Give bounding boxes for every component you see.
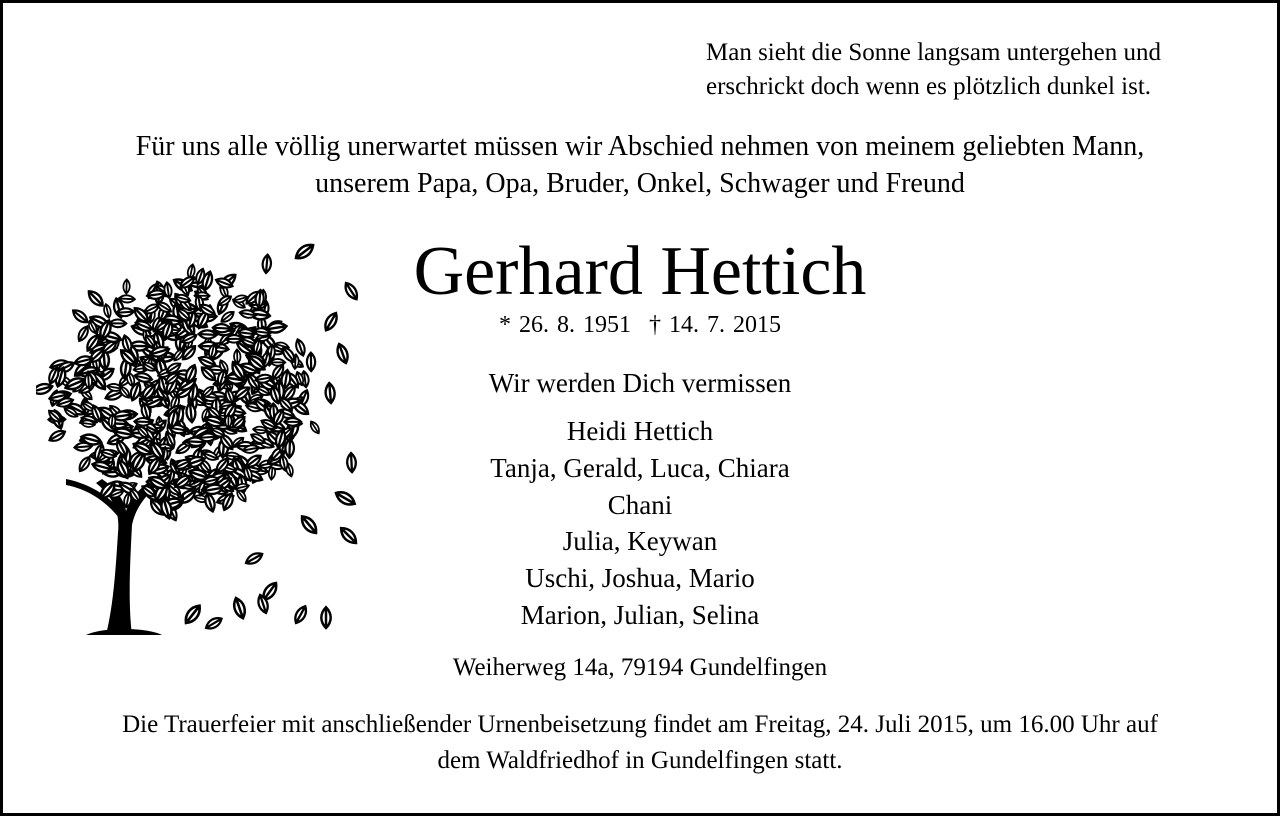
family-list <box>340 413 940 634</box>
leaf <box>284 418 301 426</box>
leaf <box>134 418 151 426</box>
address: Weiherweg 14a, 79194 Gundelfingen <box>452 654 828 681</box>
leaf <box>109 319 126 327</box>
leaf <box>308 420 321 435</box>
death-date: † 14. 7. 2015 <box>649 312 781 338</box>
leaf <box>307 353 316 372</box>
leaf <box>325 383 336 404</box>
tree-leaves <box>36 243 360 632</box>
leaf <box>292 604 309 625</box>
leaf <box>70 307 90 325</box>
deceased-name: Gerhard Hettich <box>413 233 867 310</box>
leaf <box>76 324 91 342</box>
family-line: Julia, Keywan <box>562 526 718 557</box>
leaf <box>204 615 224 631</box>
birth-date: * 26. 8. 1951 <box>499 312 631 338</box>
leaf <box>298 513 319 536</box>
leaf <box>265 322 287 334</box>
leaf <box>203 492 217 513</box>
quote-line-1: Man sieht die Sonne langsam untergehen und <box>706 39 1162 66</box>
family-line: Chani <box>607 489 673 520</box>
ceremony-line-1: Die Trauerfeier mit anschließender Urnenbeisetzung findet am Freitag, 24. Juli 2015, um 16.00 Uhr auf <box>122 711 1158 738</box>
intro-line-1: Für uns alle völlig unerwartet müssen wir Abschied nehmen von meinem geliebten Mann, <box>135 131 1145 162</box>
leaf <box>226 335 243 343</box>
leaf <box>285 439 294 458</box>
family-line: Tanja, Gerald, Luca, Chiara <box>490 452 790 483</box>
leaf <box>293 243 316 262</box>
mourning-line: Wir werden Dich vermissen <box>488 368 792 398</box>
family-line: Marion, Julian, Selina <box>520 599 760 630</box>
family-line: Uschi, Joshua, Mario <box>525 563 755 594</box>
intro-text <box>0 128 1280 202</box>
leaf <box>134 372 153 384</box>
tree-roots <box>86 629 162 635</box>
leaf <box>335 342 350 364</box>
intro-line-2: unserem Papa, Opa, Bruder, Onkel, Schwager und Freund <box>315 168 965 199</box>
leaf <box>262 254 272 273</box>
ceremony-info <box>0 707 1280 779</box>
leaf <box>77 455 93 473</box>
leaf <box>182 603 203 626</box>
quote <box>706 36 1246 104</box>
leaf <box>231 596 247 619</box>
ceremony-line-2: dem Waldfriedhof in Gundelfingen statt. <box>437 747 843 774</box>
leaf <box>103 303 112 318</box>
leaf <box>86 288 106 308</box>
leaf <box>225 414 232 428</box>
leaf <box>244 550 264 566</box>
quote-line-2: erschrickt doch wenn es plötzlich dunkel ist. <box>706 73 1152 100</box>
family-line: Heidi Hettich <box>566 416 714 446</box>
windblown-tree-icon <box>36 243 366 643</box>
leaf <box>321 607 330 628</box>
life-dates <box>340 309 940 341</box>
leaf <box>47 428 66 444</box>
leaf <box>322 311 340 333</box>
leaf <box>123 279 130 293</box>
